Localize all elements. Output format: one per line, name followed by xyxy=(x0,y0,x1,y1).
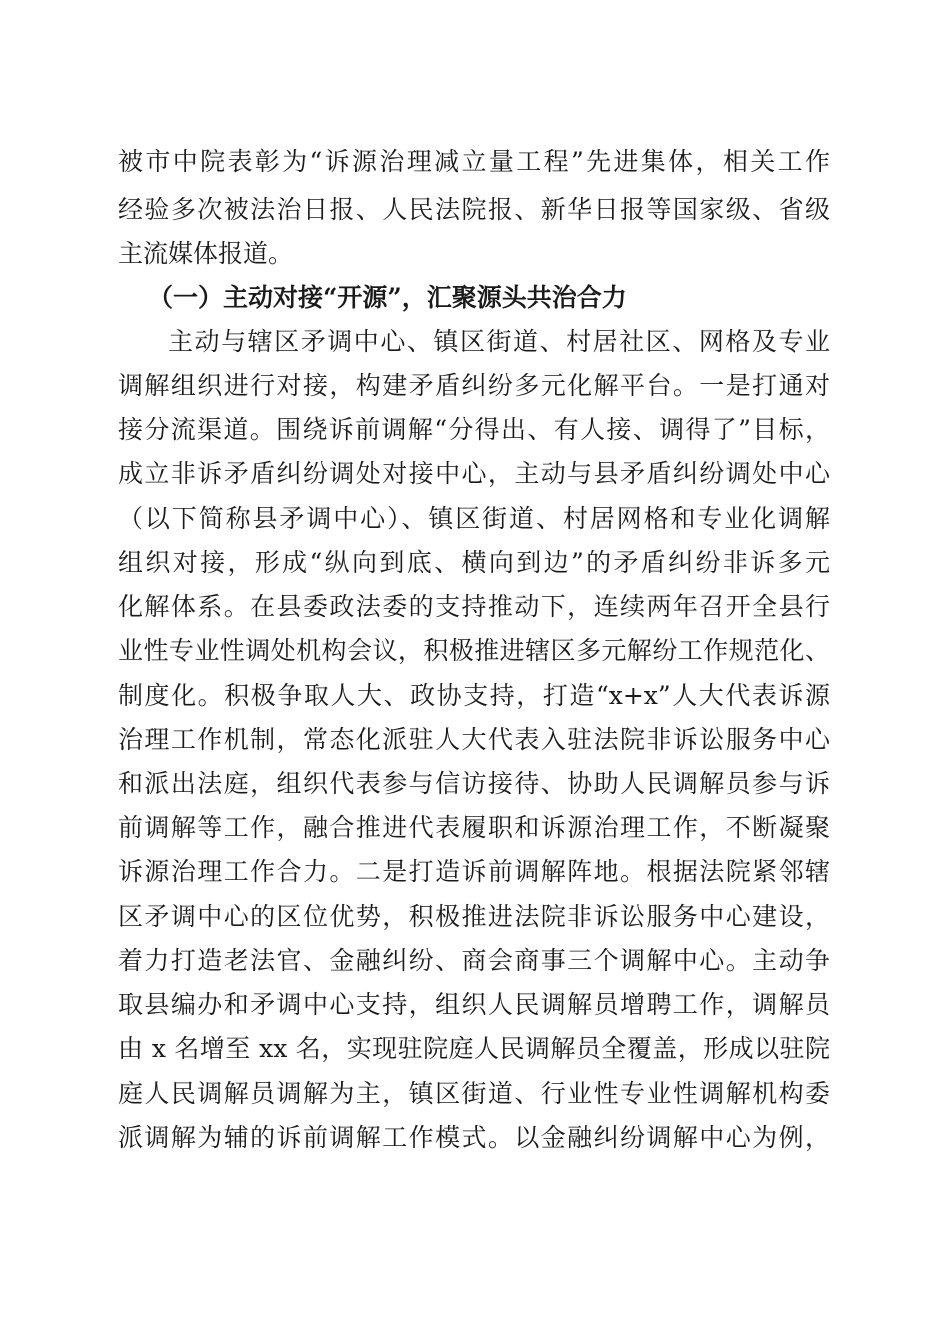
body-line-12: 前调解等工作，融合推进代表履职和诉源治理工作，不断凝聚 xyxy=(118,813,830,842)
intro-line-2: 经验多次被法治日报、人民法院报、新华日报等国家级、省级 xyxy=(118,195,830,224)
intro-line-1: 被市中院表彰为“诉源治理减立量工程”先进集体，相关工作 xyxy=(118,147,830,176)
body-line-13: 诉源治理工作合力。二是打造诉前调解阵地。根据法院紧邻辖 xyxy=(118,857,830,886)
body-line-11: 和派出法庭，组织代表参与信访接待、协助人民调解员参与诉 xyxy=(118,769,830,798)
body-line-10: 治理工作机制，常态化派驻人大代表入驻法院非诉讼服务中心 xyxy=(118,725,830,754)
body-line-18: 庭人民调解员调解为主，镇区街道、行业性专业性调解机构委 xyxy=(118,1079,830,1108)
body-line-17: 由 x 名增至 xx 名，实现驻院庭人民调解员全覆盖，形成以驻院 xyxy=(118,1034,830,1063)
body-line-1: 主动与辖区矛调中心、镇区街道、村居社区、网格及专业 xyxy=(168,327,830,356)
body-line-2: 调解组织进行对接，构建矛盾纠纷多元化解平台。一是打通对 xyxy=(118,371,830,400)
body-line-5: （以下简称县矛调中心）、镇区街道、村居网格和专业化调解 xyxy=(118,504,830,533)
body-line-3: 接分流渠道。围绕诉前调解“分得出、有人接、调得了”目标， xyxy=(118,415,830,444)
body-line-19: 派调解为辅的诉前调解工作模式。以金融纠纷调解中心为例， xyxy=(118,1123,830,1152)
body-line-8: 业性专业性调处机构会议，积极推进辖区多元解纷工作规范化、 xyxy=(118,636,830,665)
body-line-7: 化解体系。在县委政法委的支持推动下，连续两年召开全县行 xyxy=(118,592,830,621)
body-line-9: 制度化。积极争取人大、政协支持，打造“x+x”人大代表诉源 xyxy=(118,681,830,710)
intro-line-3: 主流媒体报道。 xyxy=(118,239,294,268)
body-line-14: 区矛调中心的区位优势，积极推进法院非诉讼服务中心建设， xyxy=(118,902,830,931)
section-heading: （一）主动对接“开源”，汇聚源头共治合力 xyxy=(148,283,627,312)
body-line-16: 取县编办和矛调中心支持，组织人民调解员增聘工作，调解员 xyxy=(118,990,830,1019)
body-line-4: 成立非诉矛盾纠纷调处对接中心，主动与县矛盾纠纷调处中心 xyxy=(118,459,830,488)
body-line-6: 组织对接，形成“纵向到底、横向到边”的矛盾纠纷非诉多元 xyxy=(118,548,830,577)
body-line-15: 着力打造老法官、金融纠纷、商会商事三个调解中心。主动争 xyxy=(118,946,830,975)
